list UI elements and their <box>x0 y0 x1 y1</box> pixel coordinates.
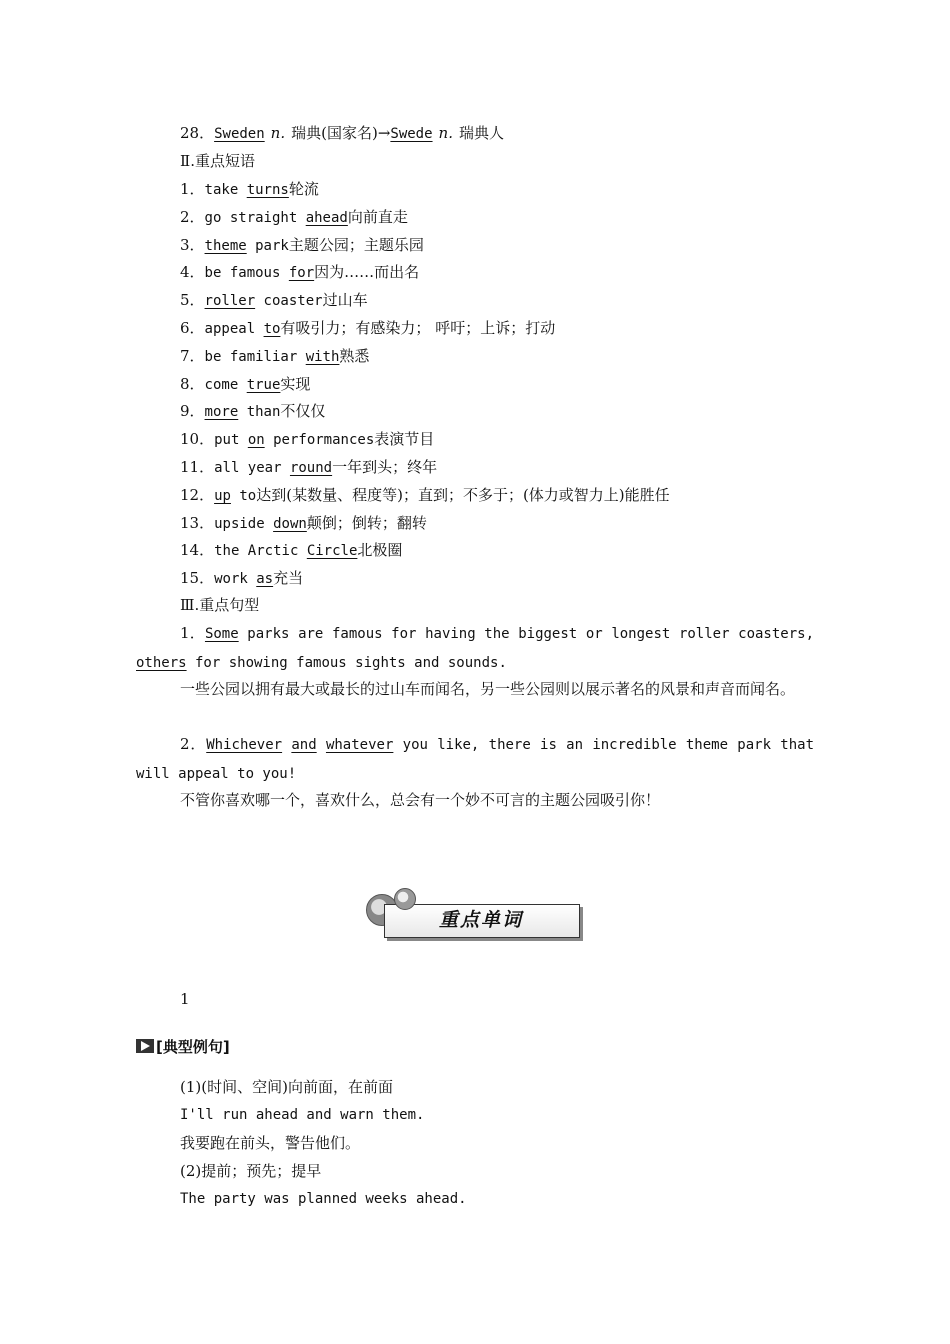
phrase-meaning: 颠倒；倒转；翻转 <box>306 513 427 532</box>
phrase-text: all year <box>214 460 290 476</box>
phrase-meaning: 有吸引力；有感染力； 呼吁；上诉；打动 <box>280 319 556 337</box>
phrase-meaning: 实现 <box>280 374 311 393</box>
key-sentence-1-translation: 一些公园以拥有最大或最长的过山车而闻名，另一些公园则以展示著名的风景和声音而闻名。 <box>180 680 796 698</box>
item-number: 2． <box>180 735 207 753</box>
sentence-keyword: others <box>136 655 187 671</box>
item-number: 7． <box>180 346 205 365</box>
phrase-item <box>180 290 368 311</box>
example-line: (2)提前；预先；提早 <box>180 1162 322 1180</box>
phrase-meaning: 达到(某数量、程度等)；直到；不多于；(体力或智力上)能胜任 <box>256 485 670 504</box>
section-banner <box>364 886 584 942</box>
phrase-item <box>180 485 670 506</box>
phrase-meaning: 一年到头；终年 <box>332 458 438 476</box>
phrase-text: appeal <box>204 321 264 337</box>
item-number: 14． <box>180 541 215 560</box>
sentence-keyword: whatever <box>325 737 394 753</box>
key-sentence-2 <box>136 730 814 788</box>
phrase-keyword: Circle <box>306 543 358 560</box>
item-number: 3． <box>180 235 205 254</box>
vocab-meaning: 瑞典(国家名)→ <box>291 124 391 142</box>
phrase-meaning: 因为……而出名 <box>314 263 420 282</box>
phrase-item <box>180 346 369 367</box>
item-number: 15． <box>180 569 215 588</box>
phrase-keyword: more <box>204 404 239 421</box>
phrase-meaning: 主题公园；主题乐园 <box>288 235 424 254</box>
sentence-keyword: Some <box>204 626 239 642</box>
item-number: 6． <box>180 319 205 337</box>
phrase-text: performances <box>264 432 375 449</box>
word-number: 1 <box>180 990 190 1008</box>
sentence-keyword: and <box>291 737 317 753</box>
item-number: 2． <box>180 207 205 226</box>
sentence-text: for showing famous sights and sounds. <box>186 655 507 671</box>
vocab-word: Sweden <box>214 126 265 142</box>
item-number: 5． <box>180 291 205 310</box>
phrase-keyword: turns <box>246 182 289 198</box>
sentence-text: you like, there is an incredible theme park that will appeal to you! <box>136 737 814 782</box>
example-line: (1)(时间、空间)向前面，在前面 <box>180 1078 393 1096</box>
phrase-meaning: 轮流 <box>288 180 319 198</box>
example-line: 我要跑在前头，警告他们。 <box>180 1134 361 1152</box>
example-line: I'll run ahead and warn them. <box>180 1107 425 1123</box>
phrase-meaning: 表演节目 <box>374 430 435 449</box>
phrase-text: than <box>238 404 281 421</box>
phrase-keyword: for <box>288 265 315 282</box>
phrase-keyword: to <box>263 321 281 337</box>
phrase-text: be familiar <box>204 348 306 365</box>
phrase-keyword: roller <box>204 293 256 310</box>
phrase-item <box>180 540 402 561</box>
item-number: 4． <box>180 263 205 282</box>
key-sentence-2-translation: 不管你喜欢哪一个，喜欢什么，总会有一个妙不可言的主题公园吸引你！ <box>180 791 661 809</box>
vocab-item-28 <box>180 123 504 144</box>
phrase-text: upside <box>214 515 274 532</box>
phrase-keyword: on <box>247 432 265 449</box>
phrase-meaning: 熟悉 <box>339 346 370 365</box>
play-triangle-icon <box>136 1039 154 1053</box>
phrase-meaning: 不仅仅 <box>280 402 326 421</box>
vocab-meaning: 瑞典人 <box>458 124 504 142</box>
key-sentence-1 <box>136 619 814 677</box>
sentence-keyword: Whichever <box>206 737 283 753</box>
phrase-text: go straight <box>204 209 306 226</box>
phrase-keyword: ahead <box>305 209 348 226</box>
phrase-keyword: theme <box>204 237 247 254</box>
phrase-item <box>180 318 555 339</box>
phrase-keyword: true <box>246 376 281 393</box>
example-heading-label: [典型例句] <box>156 1038 230 1056</box>
phrase-text: come <box>204 376 247 393</box>
phrase-meaning: 向前直走 <box>347 207 408 226</box>
phrase-text: park <box>246 237 289 254</box>
phrase-item <box>180 207 408 228</box>
item-number: 8． <box>180 374 205 393</box>
vocab-word-derived: Swede <box>390 126 433 142</box>
phrase-text: work <box>214 571 257 588</box>
item-number: 1． <box>180 624 205 642</box>
phrase-item <box>180 179 319 200</box>
item-number: 11． <box>180 458 215 476</box>
part-of-speech: n. <box>438 124 453 142</box>
example-heading <box>136 1037 230 1057</box>
phrase-item <box>180 374 310 395</box>
phrase-text: the Arctic <box>214 543 307 560</box>
item-number: 13． <box>180 513 215 532</box>
item-number: 28． <box>180 124 215 142</box>
section-heading-phrases: Ⅱ.重点短语 <box>180 152 255 170</box>
phrase-meaning: 过山车 <box>322 291 368 310</box>
phrase-item <box>180 262 419 283</box>
item-number: 10． <box>180 430 215 449</box>
phrase-meaning: 充当 <box>273 569 304 588</box>
example-line: The party was planned weeks ahead. <box>180 1191 467 1207</box>
phrase-item <box>180 513 427 534</box>
phrase-item <box>180 457 437 478</box>
phrase-text: to <box>230 487 257 504</box>
item-number: 1． <box>180 180 205 198</box>
sentence-text: parks are famous for having the biggest or longest roller coasters, <box>238 626 815 642</box>
item-number: 9． <box>180 402 205 421</box>
section-heading-sentences: Ⅲ.重点句型 <box>180 596 260 614</box>
banner-title: 重点单词 <box>438 909 523 931</box>
phrase-item <box>180 401 325 422</box>
phrase-keyword: as <box>256 571 274 588</box>
part-of-speech: n. <box>270 124 286 142</box>
phrase-text: take <box>204 182 247 198</box>
phrase-text: put <box>214 432 248 449</box>
phrase-text: coaster <box>255 293 323 310</box>
phrase-item <box>180 429 434 450</box>
phrase-keyword: with <box>305 348 340 365</box>
item-number: 12． <box>180 485 215 504</box>
phrase-item <box>180 235 424 256</box>
phrase-keyword: down <box>273 515 307 532</box>
phrase-keyword: round <box>289 460 333 476</box>
phrase-text: be famous <box>204 265 289 282</box>
phrase-keyword: up <box>214 487 231 504</box>
phrase-item <box>180 568 303 589</box>
phrase-meaning: 北极圈 <box>357 541 403 560</box>
